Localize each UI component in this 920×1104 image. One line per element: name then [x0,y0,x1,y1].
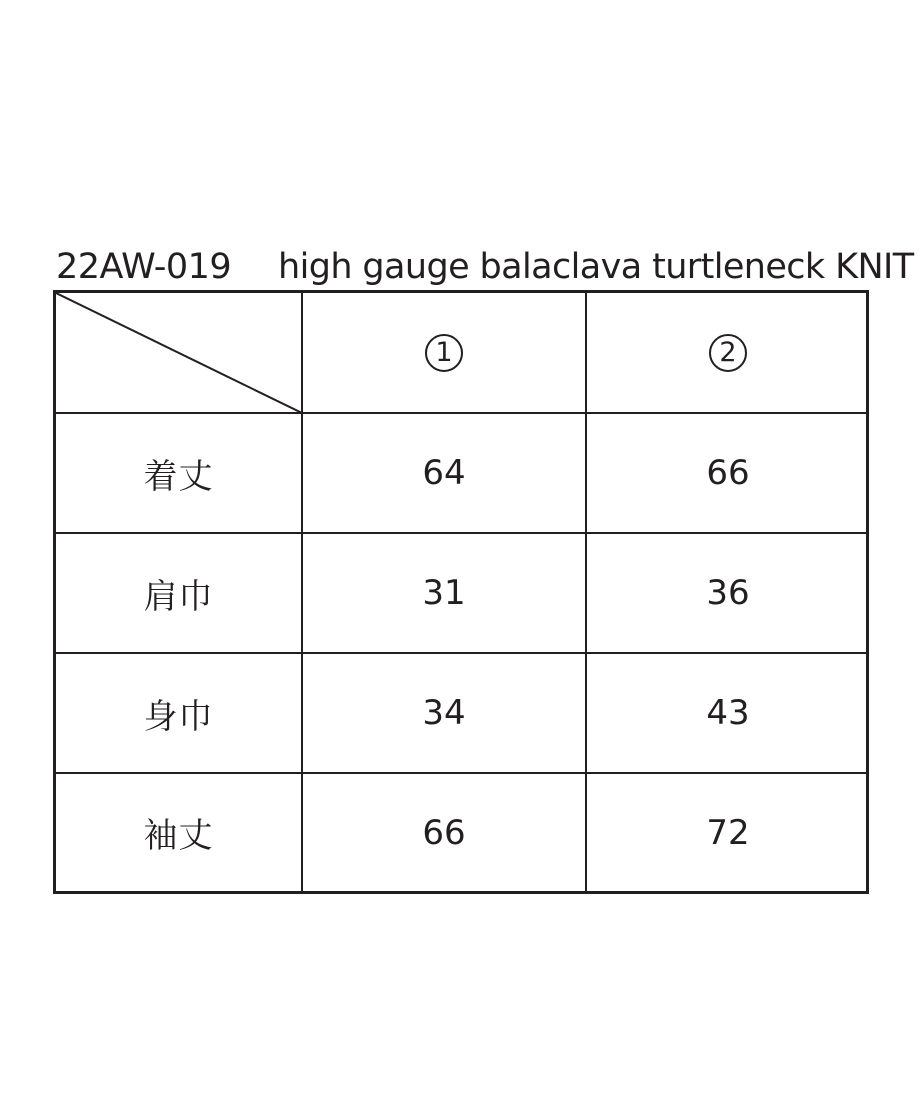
size-2-marker [709,334,747,372]
shoulder-size-1: 31 [422,573,466,613]
shoulder-size-2: 36 [706,573,750,613]
chest-size-2: 43 [706,693,750,733]
size-2-label: 2 [719,337,737,368]
row-label-sleeve: 袖丈 [143,816,214,856]
corner-diagonal [56,293,302,413]
product-code: 22AW-019 [56,247,232,287]
sleeve-size-2: 72 [706,812,750,853]
sleeve-size-1: 66 [422,812,466,853]
size-1-label: 1 [435,337,453,368]
column-header-1 [303,293,585,412]
length-size-2: 66 [706,453,750,493]
row-label-chest: 身巾 [143,696,214,737]
chart-title [56,244,914,290]
row-label-length: 着丈 [143,456,214,497]
row-label-shoulder: 肩巾 [143,576,214,617]
length-size-1: 64 [422,453,466,493]
product-name: high gauge balaclava turtleneck KNIT [278,247,914,287]
column-header-2 [587,293,869,412]
size-1-marker [425,334,463,372]
chest-size-1: 34 [422,693,466,733]
size-table [53,290,869,894]
